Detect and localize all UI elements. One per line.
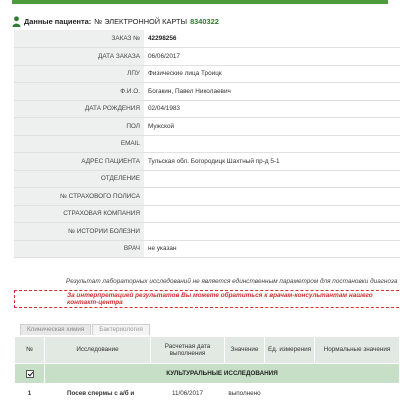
info-value: Мужской — [144, 118, 400, 136]
info-row-birth-date — [14, 100, 400, 118]
section-title: КУЛЬТУРАЛЬНЫЕ ИССЛЕДОВАНИЯ — [45, 364, 400, 384]
info-row-order-date — [14, 48, 400, 66]
info-value — [144, 223, 400, 241]
row-test-name[interactable]: Посев спермы с а/б и — [45, 384, 151, 400]
patient-info-table — [14, 30, 400, 258]
info-value: не указан — [144, 240, 400, 258]
info-value: Тульская обл. Богородицк Шахтный пр-д 5-1 — [144, 153, 400, 171]
info-key: ВРАЧ — [14, 240, 144, 258]
info-value — [144, 205, 400, 223]
info-value — [144, 135, 400, 153]
tab-clinical-chemistry[interactable]: Клиническая химия — [20, 324, 91, 335]
card-number: 8340322 — [190, 16, 219, 26]
info-value: Богакин, Павел Николаевич — [144, 83, 400, 101]
info-row-lpu — [14, 65, 400, 83]
row-norm — [315, 384, 400, 400]
patient-data-label: Данные пациента: — [24, 16, 92, 26]
info-key: АДРЕС ПАЦИЕНТА — [14, 153, 144, 171]
info-key: ЛПУ — [14, 65, 144, 83]
row-unit — [265, 384, 315, 400]
disclaimer-note: Результат лабораторных исследований не является единственным параметром для постановки диагноза — [66, 278, 398, 285]
table-row — [15, 384, 400, 400]
info-row-email — [14, 135, 400, 153]
info-value: 06/06/2017 — [144, 48, 400, 66]
col-unit-header: Ед. измерения — [265, 337, 315, 364]
info-key: EMAIL — [14, 135, 144, 153]
section-checkbox-cell — [15, 364, 45, 384]
consultation-warning — [14, 290, 400, 308]
row-date: 11/06/2017 — [151, 384, 225, 400]
info-value: 02/04/1983 — [144, 100, 400, 118]
info-key: Ф.И.О. — [14, 83, 144, 101]
info-row-address — [14, 153, 400, 171]
info-row-medical-history — [14, 223, 400, 241]
info-row-sex — [14, 118, 400, 136]
section-row — [15, 364, 400, 384]
info-key: ЗАКАЗ № — [14, 30, 144, 48]
info-value: 42298256 — [144, 30, 400, 48]
info-row-doctor — [14, 240, 400, 258]
col-value-header: Значение — [225, 337, 265, 364]
row-number: 1 — [15, 384, 45, 400]
results-header-row — [15, 337, 400, 364]
info-key: СТРАХОВАЯ КОМПАНИЯ — [14, 205, 144, 223]
info-row-department — [14, 170, 400, 188]
warning-text: За интерпретацией результатов Вы можете обратиться к врачам-консультантам нашего контакт-центра — [67, 292, 373, 306]
col-number-header: № — [15, 337, 45, 364]
info-key: № СТРАХОВОГО ПОЛИСА — [14, 188, 144, 206]
patient-header — [12, 14, 219, 28]
person-icon — [12, 16, 21, 27]
results-table — [14, 336, 400, 400]
info-row-full-name — [14, 83, 400, 101]
info-value: Физические лица Троицк — [144, 65, 400, 83]
row-value: выполнено — [225, 384, 265, 400]
info-row-insurance-company — [14, 205, 400, 223]
col-test-header: Исследование — [45, 337, 151, 364]
info-value — [144, 170, 400, 188]
card-prefix: № ЭЛЕКТРОННОЙ КАРТЫ — [94, 16, 188, 26]
col-date-header: Расчетная дата выполнения — [151, 337, 225, 364]
info-row-order-number — [14, 30, 400, 48]
info-row-policy-number — [14, 188, 400, 206]
results-tabs — [20, 324, 151, 335]
tab-bacteriology[interactable]: Бактериология — [92, 324, 150, 335]
col-norm-header: Нормальные значения — [315, 337, 400, 364]
info-value — [144, 188, 400, 206]
section-checkbox[interactable] — [26, 370, 34, 378]
top-green-strip — [12, 0, 388, 4]
info-key: № ИСТОРИИ БОЛЕЗНИ — [14, 223, 144, 241]
info-key: ДАТА РОЖДЕНИЯ — [14, 100, 144, 118]
info-key: ДАТА ЗАКАЗА — [14, 48, 144, 66]
info-key: ПОЛ — [14, 118, 144, 136]
info-key: ОТДЕЛЕНИЕ — [14, 170, 144, 188]
